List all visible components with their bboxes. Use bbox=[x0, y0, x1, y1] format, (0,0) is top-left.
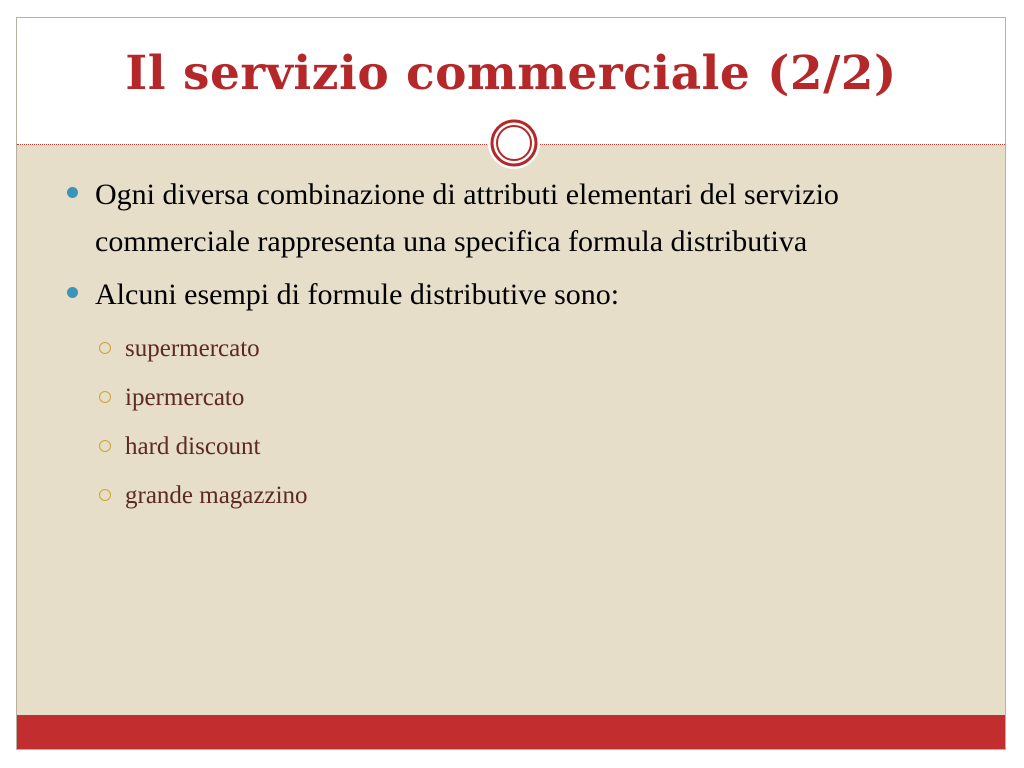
hollow-bullet-icon bbox=[99, 391, 111, 403]
hollow-bullet-icon bbox=[99, 342, 111, 354]
sub-bullet-item bbox=[67, 324, 967, 373]
footer-bar bbox=[17, 715, 1005, 749]
sub-bullet-item bbox=[67, 373, 967, 422]
hollow-bullet-icon bbox=[99, 489, 111, 501]
bullet-dot-icon bbox=[67, 287, 78, 298]
sub-bullet-text: supermercato bbox=[125, 335, 260, 362]
sub-bullet-text: hard discount bbox=[125, 433, 261, 460]
bullet-text: Ogni diversa combinazione di attributi elementari del servizio commerciale rappresenta una specifica formula distributiva bbox=[95, 178, 839, 258]
slide-title: Il servizio commerciale (2/2) bbox=[125, 46, 897, 101]
bullet-item bbox=[67, 171, 967, 265]
bullet-text: Alcuni esempi di formule distributive sono: bbox=[95, 278, 620, 311]
hollow-bullet-icon bbox=[99, 440, 111, 452]
ornament-icon bbox=[487, 116, 541, 170]
sub-bullet-text: ipermercato bbox=[125, 384, 245, 411]
slide bbox=[16, 17, 1006, 750]
sub-bullet-text: grande magazzino bbox=[125, 482, 308, 509]
slide-body bbox=[67, 171, 967, 520]
bullet-dot-icon bbox=[67, 187, 78, 198]
bullet-item bbox=[67, 271, 967, 318]
sub-bullet-item bbox=[67, 422, 967, 471]
sub-bullet-item bbox=[67, 471, 967, 520]
